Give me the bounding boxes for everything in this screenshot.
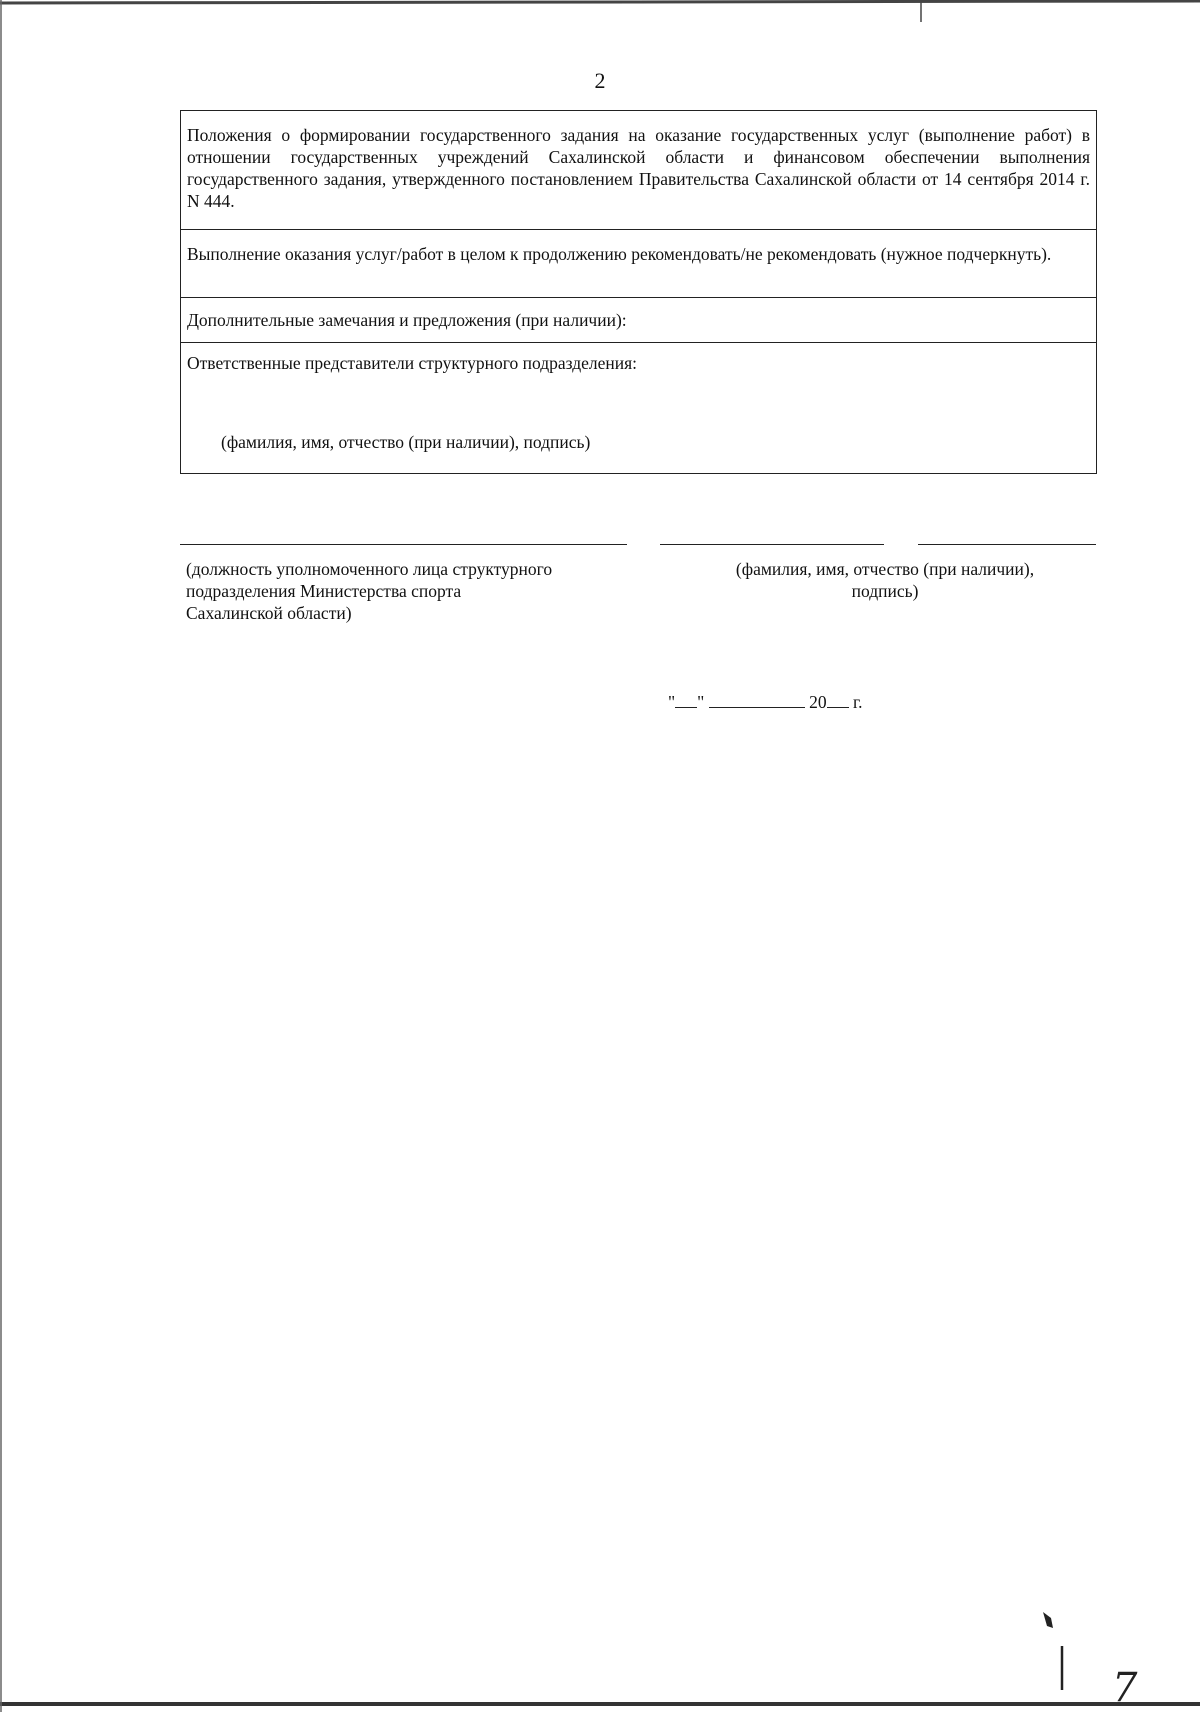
responsible-representatives-block	[181, 342, 1096, 473]
position-signature-line	[180, 544, 627, 545]
position-caption-line-2: подразделения Министерства спорта	[186, 581, 462, 601]
sheet-number-handwritten: 7	[1112, 1665, 1138, 1711]
signature-line	[918, 544, 1096, 545]
date-quote-open: "	[668, 692, 676, 712]
additional-remarks-label: Дополнительные замечания и предложения (при наличии):	[181, 297, 1096, 342]
date-day-blank	[675, 693, 697, 708]
page-number: 2	[594, 68, 606, 93]
responsible-representatives-label: Ответственные представители структурного подразделения:	[187, 353, 638, 373]
date-year-prefix: 20	[809, 692, 827, 712]
name-caption-line-1: (фамилия, имя, отчество (при наличии),	[735, 559, 1035, 579]
position-caption-line-3: Сахалинской области)	[186, 603, 352, 623]
position-caption	[186, 558, 616, 624]
review-table	[180, 110, 1097, 474]
position-caption-line-1: (должность уполномоченного лица структурного	[186, 559, 553, 579]
recommendation-text: Выполнение оказания услуг/работ в целом к продолжению рекомендовать/не рекомендовать (нужное подчеркнуть).	[181, 229, 1096, 297]
date-year-suffix: г.	[852, 692, 863, 712]
name-caption-line-2: подпись)	[851, 581, 919, 601]
name-signature-line	[660, 544, 884, 545]
date-field	[668, 692, 863, 713]
date-month-blank	[709, 693, 805, 708]
representatives-signature-note: (фамилия, имя, отчество (при наличии), подпись)	[221, 432, 591, 452]
date-quote-close: "	[697, 692, 705, 712]
name-caption	[690, 558, 1080, 602]
date-year-blank	[827, 693, 849, 708]
regulation-reference-text: Положения о формировании государственного задания на оказание государственных услуг (выполнение работ) в отношении государственных учреждений Сахалинской области и финансовом обеспечении выполнения государственного задания, утвержденного постановлением Правительства Сахалинской области от 14 сентября 2014 г. N 444.	[187, 125, 1090, 211]
